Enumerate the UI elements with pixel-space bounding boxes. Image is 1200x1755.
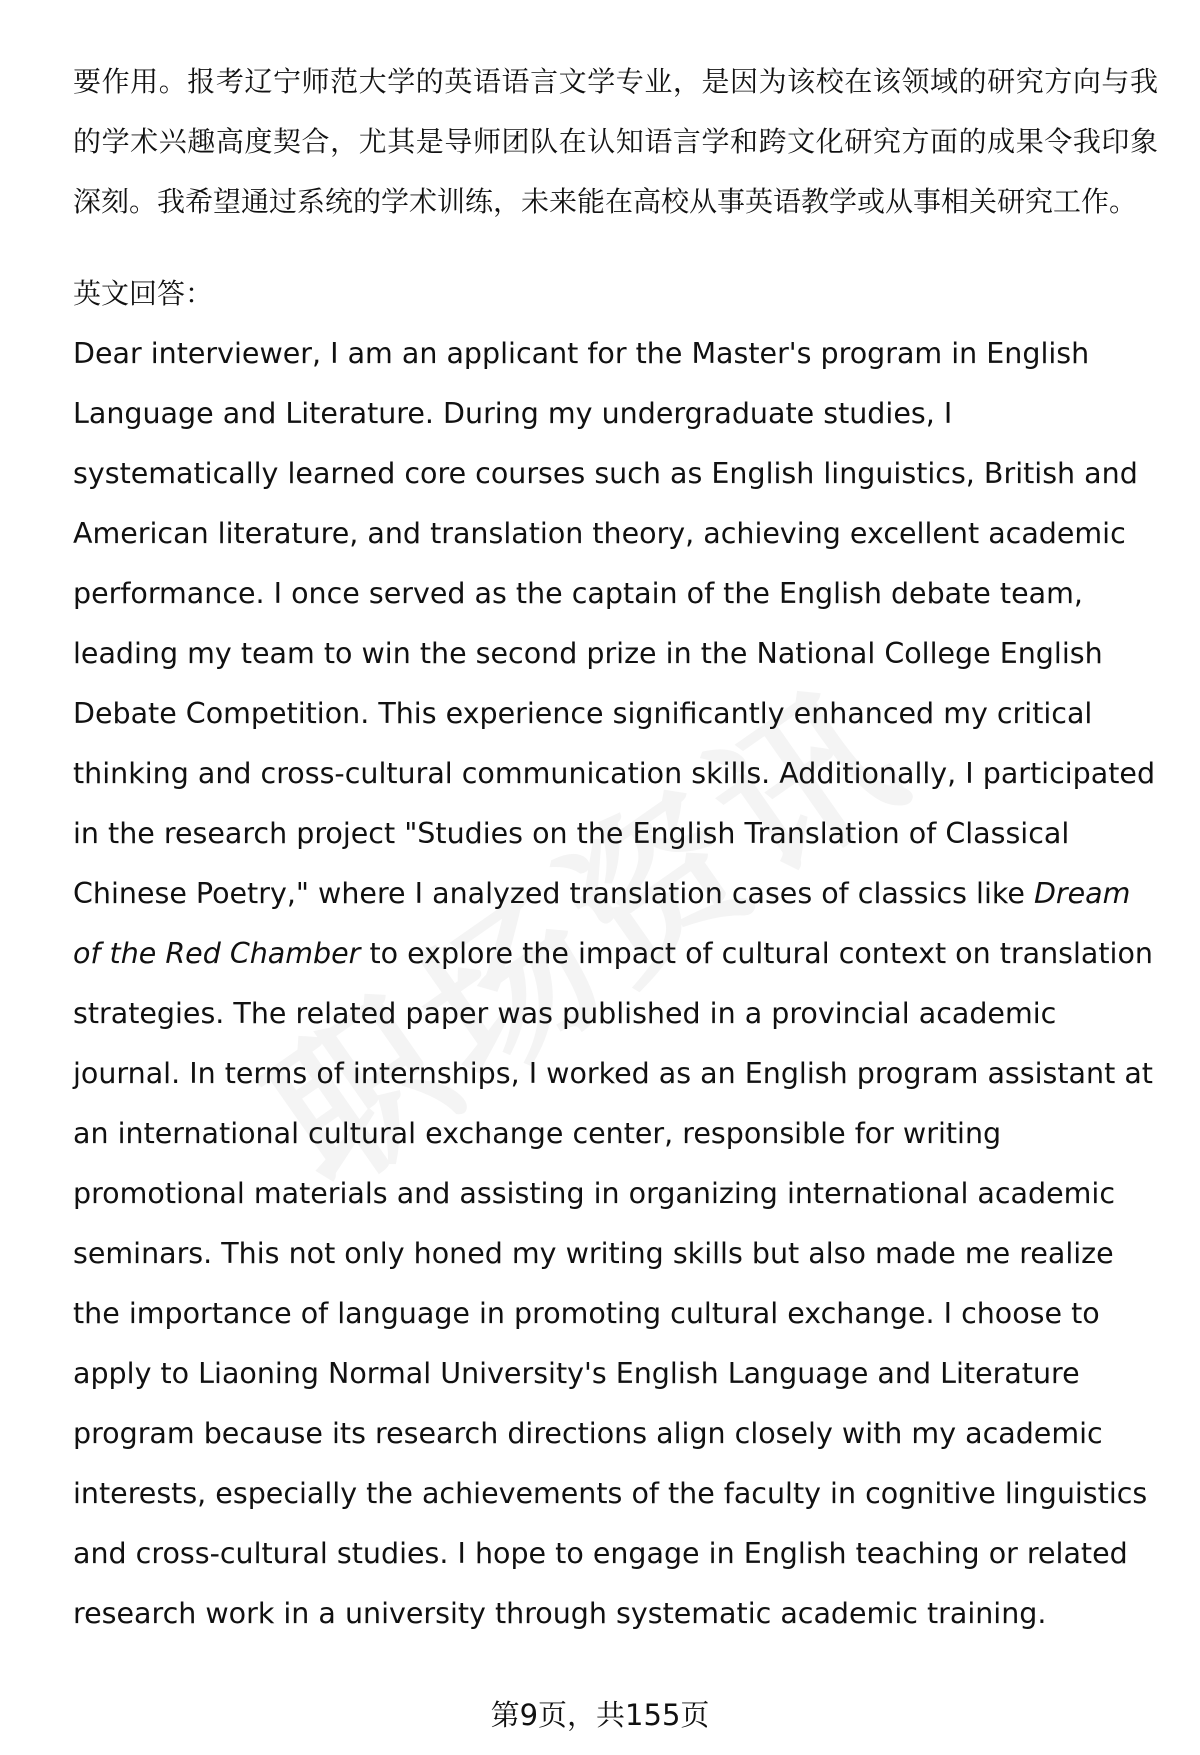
english-answer-text-part-1: Dear interviewer, I am an applicant for the Master's program in English Language and Literature. During my undergraduate studies, I systematically learned core courses such as English linguistics, British and American literature, and translation theory, achieving excellent academic performance. I once served as the captain of the English debate team, leading my team to win the second prize in the National College English Debate Competition. This experience significantly enhanced my critical thinking and cross-cultural communication skills. Additionally, I participated in the research project "Studies on the English Translation of Classical Chinese Poetry," where I analyzed translation cases of classics like <box>73 337 1156 910</box>
english-answer-label: 英文回答： <box>73 277 214 310</box>
english-answer-paragraph <box>73 324 1158 1644</box>
chinese-answer-paragraph: 要作用。报考辽宁师范大学的英语语言文学专业，是因为该校在该领域的研究方向与我的学术兴趣高度契合，尤其是导师团队在认知语言学和跨文化研究方面的成果令我印象深刻。我希望通过系统的学术训练，未来能在高校从事英语教学或从事相关研究工作。 <box>73 65 1158 218</box>
document-page <box>73 52 1158 1644</box>
page-footer: 第9页，共155页 <box>490 1698 710 1732</box>
italic-book-title: Dream of the Red Chamber <box>73 877 1131 970</box>
english-answer-text-part-2: to explore the impact of cultural context on translation strategies. The related paper was published in a provincial academic journal. In terms of internships, I worked as an English program assistant at an international cultural exchange center, responsible for writing promotional materials and assisting in organizing international academic seminars. This not only honed my writing skills but also made me realize the importance of language in promoting cultural exchange. I choose to apply to Liaoning Normal University's English Language and Literature program because its research directions align closely with my academic interests, especially the achievements of the faculty in cognitive linguistics and cross-cultural studies. I hope to engage in English teaching or related research work in a university through systematic academic training. <box>73 937 1153 1630</box>
